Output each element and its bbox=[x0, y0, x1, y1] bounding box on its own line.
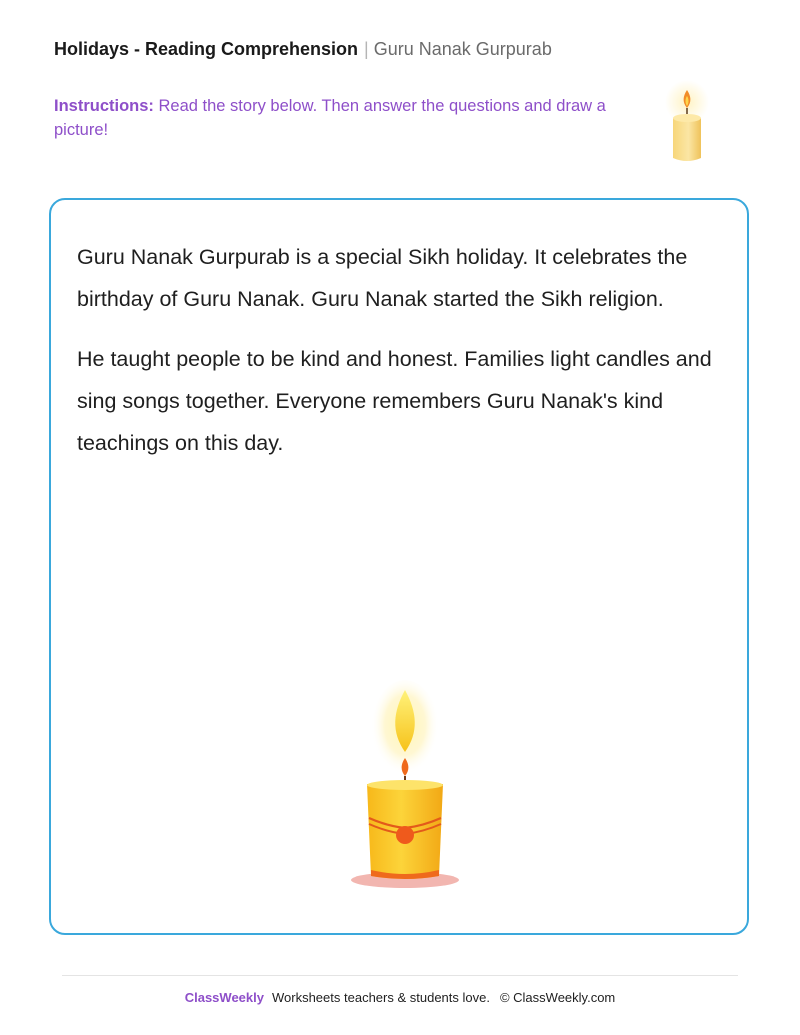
instructions bbox=[54, 94, 614, 142]
page-subtitle: Guru Nanak Gurpurab bbox=[373, 39, 552, 59]
title-separator: | bbox=[364, 39, 369, 59]
story-paragraph: He taught people to be kind and honest. Families light candles and sing songs together. Everyone remembers Guru Nanak's kind teachings on this day. bbox=[77, 347, 712, 455]
story-paragraph: Guru Nanak Gurpurab is a special Sikh holiday. It celebrates the birthday of Guru Nanak. Guru Nanak started the Sikh religion. bbox=[77, 245, 688, 311]
instructions-label: Instructions: bbox=[54, 97, 154, 115]
candle-icon bbox=[660, 80, 714, 166]
instructions-text: Read the story below. Then answer the questions and draw a picture! bbox=[54, 97, 606, 139]
story-text bbox=[77, 236, 717, 482]
footer-divider bbox=[62, 975, 738, 976]
page-header bbox=[54, 38, 552, 60]
diya-candle-icon bbox=[347, 680, 463, 896]
page-title: Holidays - Reading Comprehension bbox=[54, 39, 359, 59]
story-box bbox=[49, 198, 749, 935]
footer-copyright: © ClassWeekly.com bbox=[499, 990, 616, 1005]
footer-brand: ClassWeekly bbox=[184, 990, 264, 1005]
footer-tagline: Worksheets teachers & students love. bbox=[271, 990, 490, 1005]
footer bbox=[0, 990, 800, 1005]
